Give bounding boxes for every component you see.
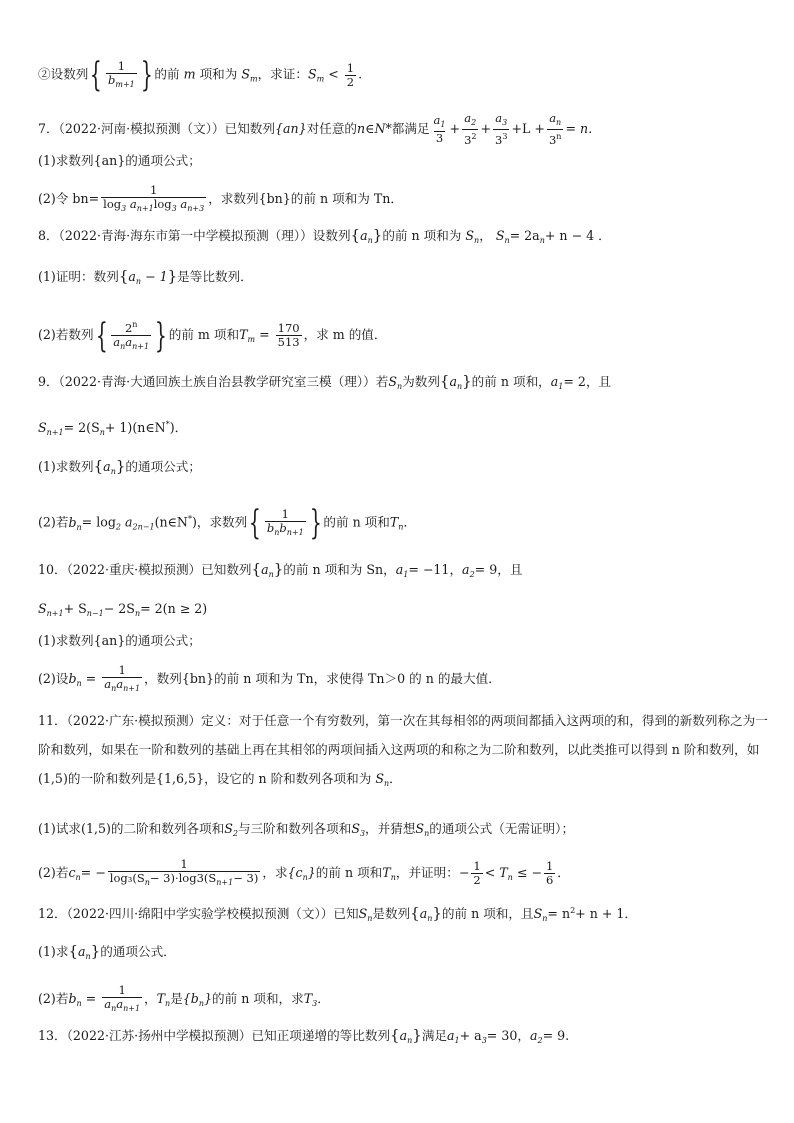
text: 是数列 xyxy=(372,906,411,921)
math: − 3)·log3(S xyxy=(149,871,217,885)
problem-source: （2022·河南·模拟预测（文）） xyxy=(58,121,225,136)
text: ，求 m 的值． xyxy=(303,327,387,342)
problem-8-stem: 8．（2022·青海·海东市第一中学模拟预测（理））设数列$\{a_n\}$的前 n 项和为 $S_n$， $S_n= 2a_n+ n - 4$ ． xyxy=(38,226,611,245)
text: 都满足 xyxy=(391,121,430,136)
text: 已知 xyxy=(333,906,359,921)
math: = log xyxy=(81,514,116,530)
math: + a xyxy=(459,1028,482,1043)
problem-source: （2022·四川·绵阳中学实验学校模拟预测（文）） xyxy=(66,906,334,921)
problem-10-recurrence: $S_{n+1}+ S_{n-1}- 2S_n= 2(n \ge 2)$ xyxy=(38,601,208,618)
text: (1)求 xyxy=(38,944,69,959)
text: (1)求数列 xyxy=(38,459,94,474)
problem-number: 9． xyxy=(38,374,59,389)
text: ， xyxy=(144,991,157,1006)
text: ，并猜想 xyxy=(365,821,416,836)
math: + S xyxy=(63,601,87,616)
text: 已知正项递增的等比数列 xyxy=(251,1028,391,1043)
math: log₃(S xyxy=(109,871,145,885)
text: 为数列 xyxy=(402,374,440,389)
math: − 2S xyxy=(103,601,135,616)
problem-9-stem: 9．（2022·青海·大通回族土族自治县教学研究室三模（理））若$S_n$为数列$\{a_n\}$的前 n 项和，$a_1= 2$，且 xyxy=(38,372,612,391)
problem-source: （2022·江苏·扬州中学模拟预测） xyxy=(66,1028,252,1043)
problem-9-part-2: (2)若$b_n= \log_2$ $a_{2n-1}(n\in N^*)$，求数列{ 1 $b_nb_{n+1}$ } 的前 n 项和$T_n$． xyxy=(38,503,417,543)
text: ． xyxy=(557,865,570,880)
text: 已知数列 xyxy=(201,562,252,577)
problem-7-part-1: (1)求数列{an}的通项公式； xyxy=(38,153,201,168)
math: = n xyxy=(547,906,571,921)
text: (2)若数列 xyxy=(38,327,94,342)
text: (2)令 bn= xyxy=(38,191,100,206)
problem-11-part-2: (2)若$c_n=$ − $\frac{1}{\log_3(S_n- 3)\cdot\log 3(S_{n+1}- 3)}$ ，求$\{c_n\}$的前 n 项和$T_n$，并证明：− $\frac{1}{2}$ < $T_n$ ≤ − $\frac{1}{6}$ ． xyxy=(38,857,570,887)
math: n∈N* xyxy=(357,121,392,136)
problem-11-stem: 11．（2022·广东·模拟预测）定义：对于任意一个有穷数列，第一次在其每相邻的两项间都插入这两项的和，得到的新数列称之为一阶和数列，如果在一阶和数列的基础上再在其相邻的两项间插入这两项的和称之为二阶和数列，以此类推可以得到 n 阶和数列，如(1,5)的一阶和数列是{1,6,5}，设它的 n 阶和数列各项和为 $S_n$． xyxy=(38,713,768,788)
text: 的通项公式； xyxy=(125,459,201,474)
problem-number: 12． xyxy=(38,906,67,921)
problem-source: （2022·广东·模拟预测） xyxy=(66,713,202,728)
text: 设数列 xyxy=(312,228,351,243)
problem-6-part-2: ②设数列{ $\frac{1}{b_{m+1}}$ } 的前 m 项和为 $S_m$，求证：$S_m$ < $\frac{1}{2}$ . xyxy=(38,55,363,95)
math: + 1)(n∈N xyxy=(104,420,166,435)
fraction-denominator: 513 xyxy=(277,335,300,349)
math: {an} xyxy=(274,121,307,136)
text: 满足 xyxy=(421,1028,447,1043)
text: 定义：对于任意一个有穷数列，第一次在其每相邻的两项间都插入这两项的和，得到的新数列称之为一阶和数列，如果在一阶和数列的基础上再在其相邻的两项间插入这两项的和称之为二阶和数列，以此类推可以得到 n 阶和数列，如(1,5)的一阶和数列是{1,6,5}，设它的 n 阶和数列各项和为 xyxy=(38,713,768,786)
text: 与三阶和数列各项和 xyxy=(237,821,352,836)
text: 若 xyxy=(375,374,389,389)
problem-9-part-1: (1)求数列$\{a_n\}$的通项公式； xyxy=(38,457,201,476)
problem-10-part-1: (1)求数列{an}的通项公式； xyxy=(38,633,201,648)
text: 对任意的 xyxy=(306,121,358,136)
problem-number: 11． xyxy=(38,713,67,728)
text: 是等比数列． xyxy=(177,269,253,284)
problem-12-part-1: (1)求$\{a_n\}$的通项公式． xyxy=(38,942,176,961)
text: (1)试求(1,5)的二阶和数列各项和 xyxy=(38,821,225,836)
text: )，求数列 xyxy=(191,514,248,530)
text: ，数列{bn}的前 n 项和为 Tn，求使得 Tn＞0 的 n 的最大值． xyxy=(144,671,501,686)
text: ． xyxy=(403,514,417,530)
problem-7-part-2: (2)令 bn= $\frac{1}{\log_3 a_{n+1}\log_3 a_{n+3}}$ ，求数列{bn}的前 n 项和为 Tn． xyxy=(38,183,404,213)
problem-8-part-2: (2)若数列{ 2$^n$ $a_na_{n+1}$ } 的前 m 项和$T_m$ = $\frac{170}{513}$ ，求 m 的值． xyxy=(38,315,387,356)
math: = 2(n ≥ 2) xyxy=(140,601,208,616)
problem-13-stem: 13．（2022·江苏·扬州中学模拟预测）已知正项递增的等比数列$\{a_n\}$满足$a_1+ a_3= 30$，$a_2= 9$. xyxy=(38,1026,570,1045)
text: 的前 m 项和 xyxy=(168,327,240,342)
math: S xyxy=(495,228,505,243)
text: (2)若 xyxy=(38,514,69,530)
text: 的前 n 项和， xyxy=(471,374,551,389)
text: ． xyxy=(317,991,330,1006)
text: ，求 xyxy=(262,865,288,880)
text: 是 xyxy=(170,991,183,1006)
problem-10-stem: 10．（2022·重庆·模拟预测）已知数列$\{a_n\}$的前 n 项和为 Sn，$a_1= -11$，$a_2= 9$，且 xyxy=(38,560,523,579)
math: (n∈N xyxy=(154,514,188,530)
math: + n + 1． xyxy=(575,906,637,921)
text: 的通项公式（无需证明）； xyxy=(429,821,575,836)
problem-number: 8． xyxy=(38,228,59,243)
problem-source: （2022·青海·大通回族土族自治县教学研究室三模（理）） xyxy=(58,374,376,389)
problem-8-part-1: (1)证明：数列$\{a_n - 1\}$是等比数列． xyxy=(38,267,253,286)
text: 的前 n 项和，且 xyxy=(441,906,534,921)
text: ，并证明： xyxy=(395,865,459,880)
text: 的前 n 项和为 xyxy=(382,228,462,243)
problem-source: （2022·青海·海东市第一中学模拟预测（理）） xyxy=(58,228,313,243)
math: = n． xyxy=(565,121,601,136)
fraction-numerator: 170 xyxy=(277,321,300,335)
text: 的前 n 项和为 Sn， xyxy=(283,562,396,577)
text: +L + xyxy=(511,121,545,136)
text: 的前 xyxy=(154,66,180,82)
text: 的前 n 项和，求 xyxy=(212,991,304,1006)
text: 的前 n 项和 xyxy=(323,514,390,530)
problem-source: （2022·重庆·模拟预测） xyxy=(66,562,202,577)
text: 的通项公式． xyxy=(100,944,176,959)
problem-12-stem: 12．（2022·四川·绵阳中学实验学校模拟预测（文））已知$S_n$是数列$\{a_n\}$的前 n 项和，且$S_n= n^2+ n + 1$． xyxy=(38,904,637,923)
math: = 9，且 xyxy=(474,562,523,577)
text: 已知数列 xyxy=(224,121,275,136)
text: 的前 n 项和 xyxy=(315,865,383,880)
problem-12-part-2: (2)若$b_n$ = 1 $a_na_{n+1}$ ，$T_n$是$\{b_n\}$的前 n 项和，求$T_3$． xyxy=(38,983,330,1013)
text: (2)若 xyxy=(38,865,69,880)
text: ②设数列 xyxy=(38,66,89,82)
text: ，求数列{bn}的前 n 项和为 Tn． xyxy=(208,191,404,206)
math: − 3) xyxy=(233,871,259,885)
problem-number: 13． xyxy=(38,1028,67,1043)
problem-10-part-2: (2)设$b_n$ = 1 $a_na_{n+1}$ ，数列{bn}的前 n 项和为 Tn，求使得 Tn＞0 的 n 的最大值． xyxy=(38,663,501,693)
text: (2)设 xyxy=(38,671,69,686)
text: (1)证明：数列 xyxy=(38,269,119,284)
text: (2)若 xyxy=(38,991,69,1006)
math: = 2(S xyxy=(63,420,100,435)
problem-number: 10． xyxy=(38,562,67,577)
math: = 9. xyxy=(542,1028,570,1043)
math: = −11， xyxy=(408,562,463,577)
math: = 30， xyxy=(486,1028,530,1043)
math: = − xyxy=(80,865,106,880)
problem-number: 7． xyxy=(38,121,59,136)
problem-9-recurrence: $S_{n+1}= 2(S_n+$ 1)(n∈N*)． xyxy=(38,420,188,437)
problem-7-stem: 7．（2022·河南·模拟预测（文））已知数列{an}对任意的n∈N*都满足 $\frac{a_1}{3}$ + $\frac{a_2}{3^2}$ + $\frac{a_3}{3^3}$ +L + $\frac{a_n}{3^n}$ = n． xyxy=(38,111,601,147)
text: ，求证： xyxy=(257,66,308,82)
problem-11-part-1: (1)试求(1,5)的二阶和数列各项和$S_2$与三阶和数列各项和$S_3$，并猜想$S_n$的通项公式（无需证明）； xyxy=(38,821,575,838)
math: + n − 4 ． xyxy=(544,228,611,243)
text: = 2，且 xyxy=(563,374,612,389)
math: = 2a xyxy=(509,228,540,243)
math: )． xyxy=(169,420,188,435)
text: 项和为 xyxy=(199,66,238,82)
